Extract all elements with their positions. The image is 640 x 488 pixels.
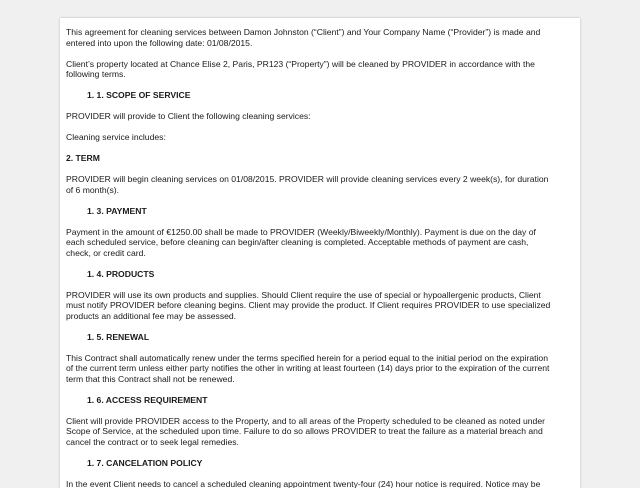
products-line: products an additional fee may be assessed.: [66, 311, 574, 322]
term-paragraph: [66, 174, 574, 195]
document-page: [60, 18, 580, 488]
cancelation-heading: 1. 7. CANCELATION POLICY: [66, 458, 574, 469]
products-line: must notify PROVIDER before cleaning begins. Client may provide the product. If Client requires PROVIDER to use specialized: [66, 300, 574, 311]
scope-heading: 1. 1. SCOPE OF SERVICE: [66, 90, 574, 101]
renewal-heading: 1. 5. RENEWAL: [66, 332, 574, 343]
payment-line: Payment in the amount of €1250.00 shall be made to PROVIDER (Weekly/Biweekly/Monthly). Payment is due on the day of: [66, 227, 574, 238]
payment-line: check, or credit card.: [66, 248, 574, 259]
cancelation-line: In the event Client needs to cancel a scheduled cleaning appointment twenty-four (24) hour notice is required. Notice may be: [66, 479, 574, 488]
intro-line: This agreement for cleaning services between Damon Johnston (“Client”) and Your Company Name (“Provider”) is made and: [66, 27, 574, 38]
scope-line: PROVIDER will provide to Client the following cleaning services:: [66, 111, 574, 122]
access-heading: 1. 6. ACCESS REQUIREMENT: [66, 395, 574, 406]
access-line: Scope of Service, at the scheduled upon time. Failure to do so allows PROVIDER to treat the failure as a material breach and: [66, 426, 574, 437]
products-paragraph: [66, 290, 574, 322]
intro-paragraph: [66, 27, 574, 48]
term-heading: 2. TERM: [66, 153, 574, 164]
property-paragraph: [66, 59, 574, 80]
access-line: Client will provide PROVIDER access to the Property, and to all areas of the Property scheduled to be cleaned as noted under: [66, 416, 574, 427]
payment-paragraph: [66, 227, 574, 259]
document-content: [66, 27, 574, 488]
payment-line: each scheduled service, before cleaning can begin/after cleaning is completed. Acceptable methods of payment are cash,: [66, 237, 574, 248]
products-line: PROVIDER will use its own products and supplies. Should Client require the use of special or hypoallergenic products, Client: [66, 290, 574, 301]
intro-line: entered into upon the following date: 01/08/2015.: [66, 38, 574, 49]
property-line: following terms.: [66, 69, 574, 80]
term-line: PROVIDER will begin cleaning services on 01/08/2015. PROVIDER will provide cleaning services every 2 week(s), for duration: [66, 174, 574, 185]
renewal-line: of the current term unless either party notifies the other in writing at least fourteen (14) days prior to the expiration of the current: [66, 363, 574, 374]
payment-heading: 1. 3. PAYMENT: [66, 206, 574, 217]
term-line: of 6 month(s).: [66, 185, 574, 196]
property-line: Client’s property located at Chance Elise 2, Paris, PR123 (“Property”) will be cleaned by PROVIDER in accordance with the: [66, 59, 574, 70]
access-line: cancel the contract or to seek legal remedies.: [66, 437, 574, 448]
renewal-line: term that this Contract shall not be renewed.: [66, 374, 574, 385]
scope-includes-line: Cleaning service includes:: [66, 132, 574, 143]
access-paragraph: [66, 416, 574, 448]
renewal-line: This Contract shall automatically renew under the terms specified herein for a period equal to the initial period on the expiration: [66, 353, 574, 364]
products-heading: 1. 4. PRODUCTS: [66, 269, 574, 280]
renewal-paragraph: [66, 353, 574, 385]
